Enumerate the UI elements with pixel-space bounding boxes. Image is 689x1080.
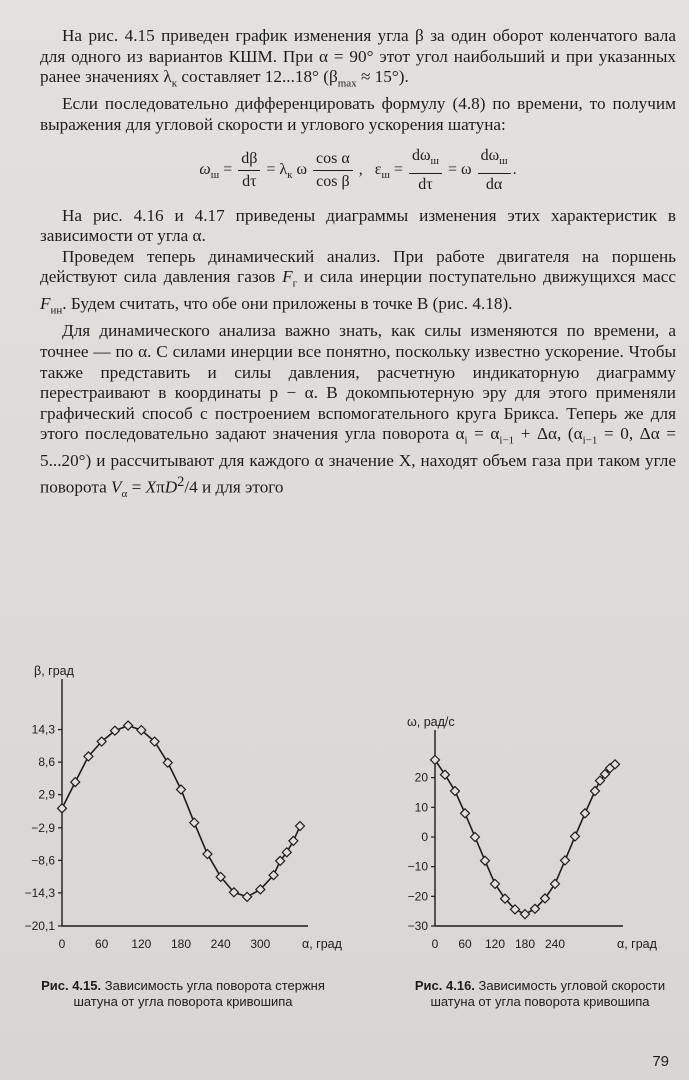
- omega-x-tick-label: 240: [544, 937, 566, 951]
- omega-y-tick-label: −20: [407, 889, 428, 904]
- figure-4-15: [0, 645, 370, 975]
- paragraph-4: Проведем теперь динамический анализ. При работе двигателя на поршень действуют сила давления газов $F_г$ и сила инерции поступательно движущихся масс $F_{ин}$. Будем считать, что обе они приложены в точке B (рис. 4.18).: [40, 246, 677, 317]
- equation: $\omega_ш$ = $\frac{d\beta}{d\tau}$ = $\lambda_к$ ω $\frac{\text{cos α}}{\text{cos β}}$ , $\varepsilon_ш$ = $\frac{d\omega_ш}{d\tau}$ = ω $\frac{d\omega_ш}{d\alpha}$ .: [199, 147, 517, 193]
- omega-data-point: [471, 833, 480, 842]
- paragraph-5-end: и для этого: [202, 477, 284, 497]
- omega-data-point: [561, 856, 570, 865]
- page-number: 79: [652, 1053, 669, 1070]
- beta-data-point: [243, 892, 252, 901]
- beta-x-tick-label: 120: [131, 937, 152, 951]
- omega-data-point: [441, 770, 450, 779]
- omega-y-axis-label: ω, рад/с: [407, 715, 455, 729]
- omega-y-tick-label: −10: [407, 859, 428, 874]
- paragraph-1: На рис. 4.15 приведен график изменения угла β за один оборот коленчатого вала для одного из вариантов КШМ. При α = 90° этот угол наибольший и при указанных ранее значениях $\lambda_к$ составляет 12...18° $(\beta_{max} \approx 15^\circ)$.: [40, 26, 676, 90]
- beta-chart: [0, 645, 370, 975]
- paragraph-5-tail: и рассчитывают для каждого α значение X, находят объем газа при таком угле поворота: [40, 451, 676, 497]
- figure-4-15-title: Зависимость угла поворота стержня шатуна от угла поворота кривошипа: [73, 978, 325, 1009]
- omega-y-tick-label: 10: [414, 800, 428, 815]
- omega-data-point: [451, 787, 460, 796]
- beta-y-tick-label: 14,3: [31, 722, 55, 737]
- omega-x-tick-label: 60: [458, 937, 472, 951]
- beta-x-tick-label: 180: [170, 937, 192, 951]
- figure-4-15-caption: [38, 978, 328, 1010]
- beta-series-line: [62, 726, 300, 897]
- figure-4-16-number: Рис. 4.16.: [414, 978, 475, 993]
- body-text: [40, 26, 676, 505]
- beta-y-tick-label: 8,6: [38, 755, 55, 770]
- omega-data-point: [591, 787, 600, 796]
- beta-data-point: [289, 836, 298, 845]
- beta-data-point: [203, 850, 212, 859]
- omega-x-tick-label: 0: [431, 937, 439, 951]
- paragraph-4-end: . Будем считать, что обе они приложены в точке B (рис. 4.18).: [62, 294, 513, 314]
- beta-y-tick-label: −8,6: [31, 853, 55, 868]
- omega-x-tick-label: 180: [514, 937, 536, 951]
- beta-data-point: [124, 721, 133, 730]
- beta-y-tick-label: −20,1: [24, 919, 55, 933]
- omega-x-tick-label: 120: [484, 937, 506, 951]
- beta-x-tick-label: 60: [94, 937, 109, 951]
- paragraph-1-text: На рис. 4.15 приведен график изменения угла β за один оборот коленчатого вала для одного из вариантов КШМ. При α = 90° этот угол наибольший и при указанных ранее значениях λ: [40, 26, 676, 87]
- beta-data-point: [163, 758, 172, 767]
- beta-x-axis-label: α, град: [302, 937, 342, 951]
- figure-4-16-caption: [410, 978, 670, 1010]
- omega-y-tick-label: 20: [414, 770, 428, 785]
- beta-x-tick-label: 300: [250, 937, 271, 951]
- beta-max-subscript: max: [337, 77, 357, 90]
- paragraph-4-text: Проведем теперь динамический анализ. При работе двигателя на поршень действуют сила давления газов: [40, 246, 676, 287]
- figure-4-16-title: Зависимость угловой скорости шатуна от угла поворота кривошипа: [430, 978, 666, 1009]
- paragraph-1-end: ≈ 15°).: [356, 67, 409, 87]
- paragraph-1-tail: составляет 12...18° (β: [181, 67, 338, 87]
- beta-y-axis-label: β, град: [34, 664, 74, 678]
- omega-x-axis-label: α, град: [617, 937, 657, 951]
- omega-series-line: [435, 760, 615, 914]
- figure-4-15-number: Рис. 4.15.: [41, 978, 102, 993]
- beta-x-tick-label: 240: [210, 937, 231, 951]
- paragraph-3: На рис. 4.16 и 4.17 приведены диаграммы изменения этих характеристик в зависимости от угла α.: [40, 205, 676, 246]
- paragraph-4-tail: и сила инерции поступательно движущихся масс: [303, 267, 677, 287]
- omega-y-tick-label: −30: [407, 919, 428, 933]
- beta-x-tick-label: 0: [58, 937, 66, 951]
- paragraph-5: Для динамического анализа важно знать, как силы изменяются по времени, а точнее — по α. С силами инерции все понятно, поскольку известно ускорение. Чтобы также представить и силы давления, расчетную индикаторную диаграмму перестраивают в координаты p − α. В докомпьютерную эру для этого применяли графический способ с построением вспомогательного круга Брикса. Теперь же для этого последовательно задают значения угла поворота $\alpha_i = \alpha_{i-1} + \Delta\alpha$, ($\alpha_{i-1} = 0$, Δα = 5...20°) и рассчитывают для каждого α значение X, находят объем газа при таком угле поворота $V_\alpha = X\pi D^2/4$ и для этого: [40, 321, 676, 501]
- beta-y-tick-label: −2,9: [31, 820, 55, 835]
- beta-data-point: [58, 804, 67, 813]
- omega-data-point: [431, 755, 440, 764]
- beta-data-point: [190, 818, 199, 827]
- omega-data-point: [521, 910, 530, 919]
- omega-data-point: [551, 879, 560, 888]
- omega-chart: [370, 715, 689, 975]
- beta-data-point: [296, 822, 305, 831]
- beta-y-tick-label: −14,3: [24, 885, 55, 900]
- omega-y-tick-label: 0: [421, 830, 428, 844]
- omega-data-point: [581, 809, 590, 818]
- paragraph-5-text: Для динамического анализа важно знать, как силы изменяются по времени, а точнее — по α. С силами инерции все понятно, поскольку известно ускорение. Чтобы также представить и силы давления, расчетную индикаторную диаграмму перестраивают в координаты p − α. В докомпьютерную эру для этого применяли графический способ с построением вспомогательного круга Брикса. Теперь же для этого последовательно задают значения угла поворота: [40, 321, 676, 444]
- beta-data-point: [71, 778, 80, 787]
- omega-data-point: [461, 809, 470, 818]
- paragraph-2: Если последовательно дифференцировать формулу (4.8) по времени, то получим выражения для угловой скорости и углового ускорения шатуна:: [40, 94, 676, 134]
- beta-data-point: [177, 785, 186, 794]
- omega-data-point: [481, 856, 490, 865]
- omega-data-point: [571, 832, 580, 841]
- omega-data-point: [491, 879, 500, 888]
- beta-y-tick-label: 2,9: [38, 787, 55, 802]
- figure-4-16: [370, 715, 689, 975]
